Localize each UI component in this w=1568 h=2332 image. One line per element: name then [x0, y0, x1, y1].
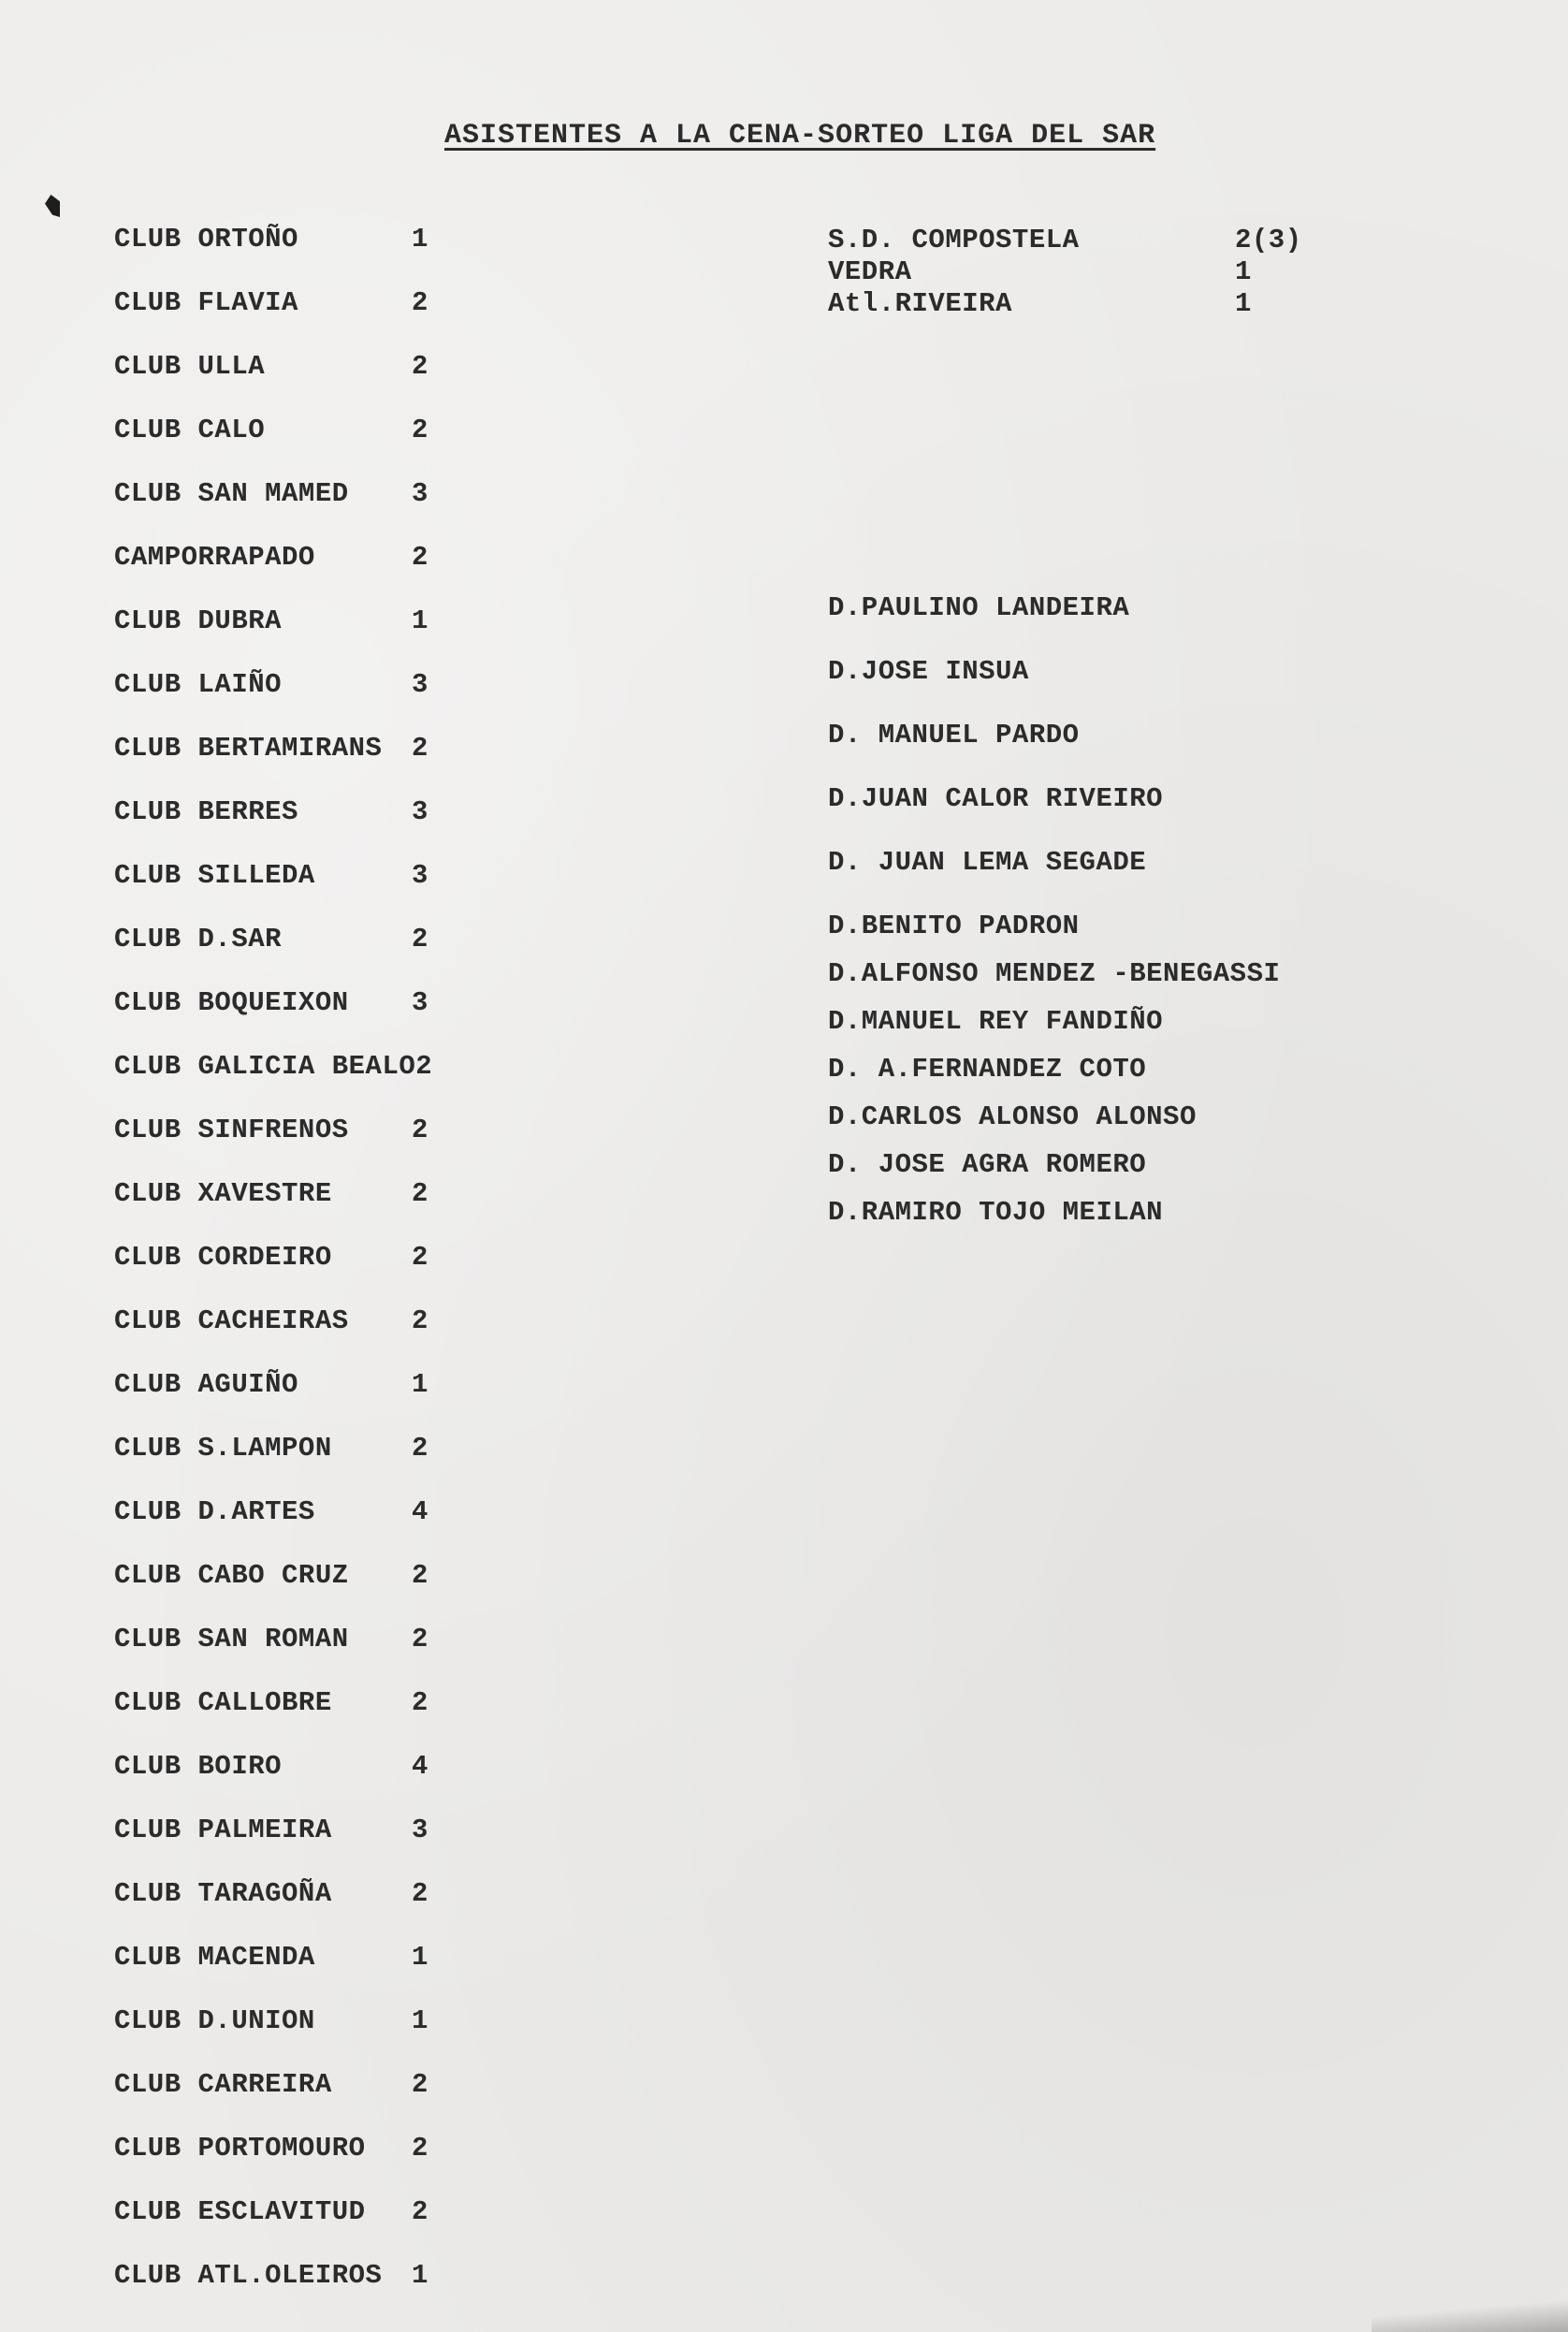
club-attendee-count: 2	[412, 924, 428, 955]
club-attendee-count: 3	[412, 478, 428, 509]
attendee-name: D.BENITO PADRON	[828, 911, 1080, 941]
club-name: CLUB SAN MAMED	[114, 478, 349, 509]
club-attendee-count: 2	[412, 542, 428, 573]
club-name: CLUB CORDEIRO	[114, 1242, 332, 1273]
club-attendee-count: 2	[412, 287, 428, 318]
club-row	[114, 539, 432, 603]
team-row	[828, 225, 1302, 256]
club-row	[114, 284, 432, 348]
attendee-name: D. JOSE AGRA ROMERO	[828, 1149, 1147, 1180]
club-row	[114, 1430, 432, 1494]
club-row	[114, 1239, 432, 1303]
club-name: CLUB BERTAMIRANS	[114, 733, 383, 764]
club-name: CLUB LAIÑO	[114, 669, 283, 700]
club-attendee-count: 2	[412, 1305, 428, 1336]
club-row	[114, 794, 432, 857]
attendee-name: D.JOSE INSUA	[828, 656, 1029, 687]
club-name: CAMPORRAPADO	[114, 542, 315, 573]
club-row	[114, 2194, 432, 2257]
club-row	[114, 475, 432, 539]
attendee-name: D.MANUEL REY FANDIÑO	[828, 1006, 1164, 1037]
attendee-name: D. JUAN LEMA SEGADE	[828, 847, 1147, 878]
club-attendee-count: 2	[412, 2196, 428, 2227]
attendee-name: D.PAULINO LANDEIRA	[828, 592, 1130, 623]
club-row	[114, 1748, 432, 1812]
club-attendee-count: 2	[412, 2133, 428, 2164]
attendee-name: D. MANUEL PARDO	[828, 720, 1080, 751]
club-attendee-count: 2	[412, 2069, 428, 2100]
club-row	[114, 1112, 432, 1175]
club-row	[114, 1303, 432, 1366]
club-attendee-count: 1	[412, 224, 428, 255]
club-name: CLUB S.LAMPON	[114, 1433, 332, 1464]
club-row	[114, 1366, 432, 1430]
club-attendee-count: 3	[412, 796, 428, 827]
club-attendee-count: 4	[412, 1751, 428, 1782]
team-attendee-count: 1	[1235, 288, 1252, 319]
club-row	[114, 1557, 432, 1621]
club-attendee-count: 2	[412, 1878, 428, 1909]
club-name: CLUB D.UNION	[114, 2005, 315, 2036]
club-row	[114, 1175, 432, 1239]
club-row	[114, 1812, 432, 1875]
club-name: CLUB GALICIA BEALO	[114, 1051, 416, 1082]
club-row	[114, 666, 432, 730]
club-name: CLUB PALMEIRA	[114, 1815, 332, 1845]
club-name: CLUB BOIRO	[114, 1751, 283, 1782]
club-name: CLUB DUBRA	[114, 605, 283, 636]
team-row	[828, 256, 1302, 288]
club-attendee-count: 2	[412, 1560, 428, 1591]
club-name: CLUB CALLOBRE	[114, 1687, 332, 1718]
club-row	[114, 221, 432, 284]
attendee-name: D.JUAN CALOR RIVEIRO	[828, 783, 1164, 814]
attendee-name: D.ALFONSO MENDEZ -BENEGASSI	[828, 958, 1281, 989]
club-attendance-list	[114, 221, 432, 2321]
club-attendee-count: 3	[412, 669, 428, 700]
club-row	[114, 2003, 432, 2066]
club-row	[114, 603, 432, 666]
club-attendee-count: 1	[412, 605, 428, 636]
club-attendee-count: 2	[412, 415, 428, 445]
team-attendee-count: 1	[1235, 256, 1252, 287]
club-name: CLUB BERRES	[114, 796, 298, 827]
individual-attendee-list	[828, 590, 1280, 1242]
club-name: CLUB SILLEDA	[114, 860, 315, 891]
club-name: CLUB CACHEIRAS	[114, 1305, 349, 1336]
club-row	[114, 412, 432, 475]
team-name: VEDRA	[828, 256, 912, 287]
club-row	[114, 1494, 432, 1557]
club-attendee-count: 3	[412, 987, 428, 1018]
club-row	[114, 1684, 432, 1748]
club-row	[114, 1621, 432, 1684]
club-name: CLUB SINFRENOS	[114, 1115, 349, 1145]
club-row	[114, 730, 432, 794]
club-attendee-count: 1	[412, 1369, 428, 1400]
club-attendee-count: 2	[412, 733, 428, 764]
attendee-name: D.RAMIRO TOJO MEILAN	[828, 1197, 1164, 1228]
club-attendee-count: 2	[412, 1242, 428, 1273]
club-name: CLUB CARREIRA	[114, 2069, 332, 2100]
team-name: Atl.RIVEIRA	[828, 288, 1012, 319]
club-row	[114, 921, 432, 984]
club-row	[114, 348, 432, 412]
attendee-name: D. A.FERNANDEZ COTO	[828, 1054, 1147, 1085]
club-name: CLUB ULLA	[114, 351, 266, 382]
club-attendee-count: 1	[412, 1942, 428, 1973]
team-row	[828, 288, 1302, 320]
club-row	[114, 857, 432, 921]
club-row	[114, 1875, 432, 1939]
club-name: CLUB ATL.OLEIROS	[114, 2260, 383, 2291]
ink-mark	[45, 195, 60, 217]
club-name: CLUB BOQUEIXON	[114, 987, 349, 1018]
club-name: CLUB D.ARTES	[114, 1496, 315, 1527]
club-attendee-count: 2	[415, 1051, 433, 1082]
team-attendee-count: 2(3)	[1235, 225, 1302, 255]
club-row	[114, 2130, 432, 2194]
club-attendee-count: 1	[412, 2005, 428, 2036]
club-name: CLUB FLAVIA	[114, 287, 298, 318]
club-attendee-count: 3	[412, 860, 428, 891]
attendee-name: D.CARLOS ALONSO ALONSO	[828, 1101, 1197, 1132]
club-name: CLUB ESCLAVITUD	[114, 2196, 366, 2227]
club-attendee-count: 2	[412, 1687, 428, 1718]
club-attendee-count: 2	[412, 1178, 428, 1209]
club-row	[114, 984, 432, 1048]
club-name: CLUB CALO	[114, 415, 266, 445]
club-name: CLUB D.SAR	[114, 924, 283, 955]
club-name: CLUB TARAGOÑA	[114, 1878, 332, 1909]
club-attendee-count: 3	[412, 1815, 428, 1845]
club-attendee-count: 2	[412, 1624, 428, 1654]
club-row	[114, 1048, 432, 1112]
club-attendee-count: 1	[412, 2260, 428, 2291]
team-name: S.D. COMPOSTELA	[828, 225, 1080, 255]
club-name: CLUB XAVESTRE	[114, 1178, 332, 1209]
club-attendee-count: 2	[412, 1115, 428, 1145]
club-name: CLUB CABO CRUZ	[114, 1560, 349, 1591]
club-attendee-count: 4	[412, 1496, 428, 1527]
club-name: CLUB AGUIÑO	[114, 1369, 298, 1400]
club-attendee-count: 2	[412, 1433, 428, 1464]
club-name: CLUB PORTOMOURO	[114, 2133, 366, 2164]
club-name: CLUB MACENDA	[114, 1942, 315, 1973]
paper-fold-shadow	[1372, 2295, 1568, 2332]
club-attendee-count: 2	[412, 351, 428, 382]
club-name: CLUB SAN ROMAN	[114, 1624, 349, 1654]
document-title: ASISTENTES A LA CENA-SORTEO LIGA DEL SAR	[444, 120, 1156, 152]
club-row	[114, 1939, 432, 2003]
club-row	[114, 2066, 432, 2130]
club-row	[114, 2257, 432, 2321]
club-name: CLUB ORTOÑO	[114, 224, 298, 255]
team-attendance-list	[828, 225, 1302, 320]
